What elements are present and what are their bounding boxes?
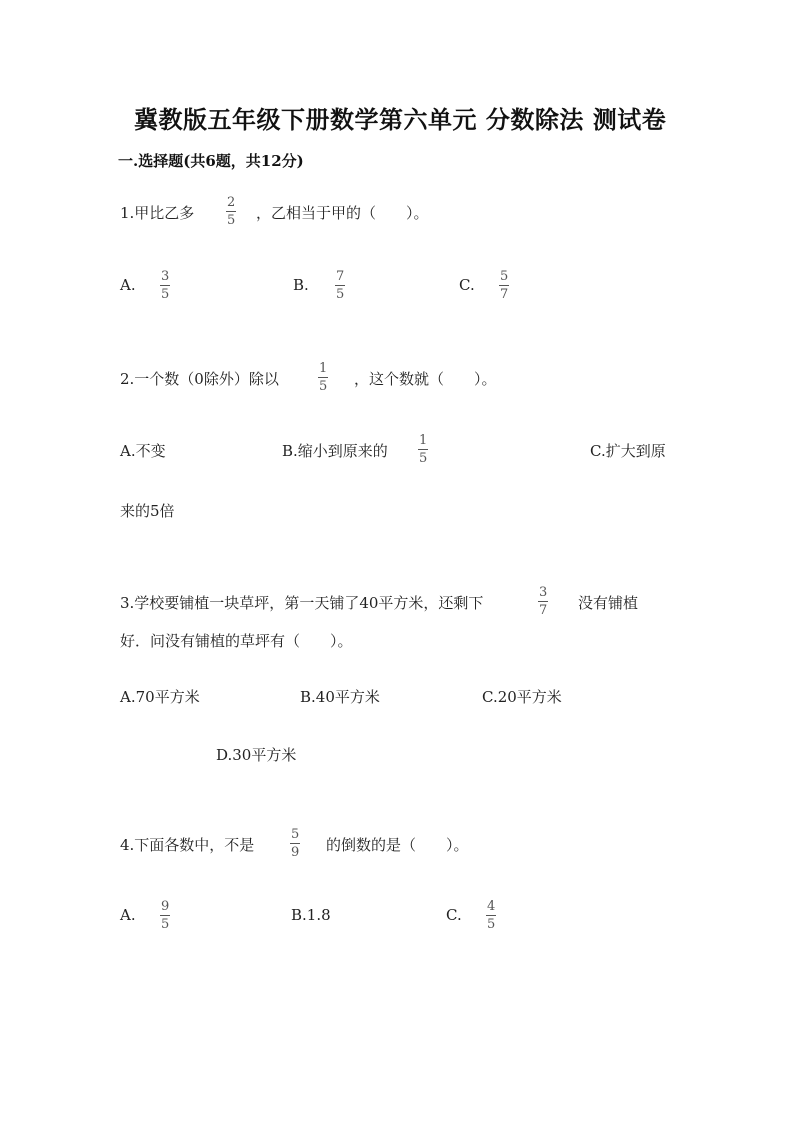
fraction-numerator: 3 <box>161 269 170 284</box>
fraction-numerator: 1 <box>419 433 428 448</box>
fraction-numerator: 7 <box>336 269 345 284</box>
fraction-bar <box>160 285 170 286</box>
question-4-option-c-label: C. <box>446 906 462 924</box>
fraction-numerator: 5 <box>291 827 300 842</box>
question-4-option-c-fraction <box>486 900 496 932</box>
fraction-bar <box>418 449 428 450</box>
fraction-bar <box>226 211 236 212</box>
question-3-option-d: D.30平方米 <box>216 746 297 764</box>
fraction-bar <box>318 377 328 378</box>
question-4-text-pre: 4.下面各数中，不是 <box>120 836 255 854</box>
fraction-denominator: 5 <box>161 287 170 302</box>
fraction-denominator: 7 <box>539 603 548 618</box>
question-3-text-pre: 3.学校要铺植一块草坪，第一天铺了40平方米，还剩下 <box>120 594 484 612</box>
question-1-option-b-fraction <box>335 270 345 302</box>
fraction-numerator: 1 <box>319 361 328 376</box>
fraction-denominator: 7 <box>500 287 509 302</box>
question-1-option-b-label: B. <box>293 276 309 294</box>
question-2-option-b: B.缩小到原来的 <box>282 442 388 460</box>
question-4-fraction <box>290 828 300 860</box>
fraction-denominator: 9 <box>291 845 300 860</box>
fraction-bar <box>335 285 345 286</box>
fraction-numerator: 4 <box>487 899 496 914</box>
question-3-option-a: A.70平方米 <box>120 688 200 706</box>
fraction-denominator: 5 <box>319 379 328 394</box>
question-3-option-c: C.20平方米 <box>482 688 562 706</box>
fraction-numerator: 9 <box>161 899 170 914</box>
question-3-text-line2: 好．问没有铺植的草坪有（ ）。 <box>120 632 353 650</box>
fraction-bar <box>160 915 170 916</box>
fraction-denominator: 5 <box>161 917 170 932</box>
question-1-option-a-label: A. <box>120 276 136 294</box>
question-2-option-b-fraction <box>418 434 428 466</box>
fraction-numerator: 5 <box>500 269 509 284</box>
question-4-option-a-label: A. <box>120 906 136 924</box>
question-4-option-b: B.1.8 <box>291 906 331 924</box>
fraction-bar <box>486 915 496 916</box>
question-1-fraction <box>226 196 236 228</box>
fraction-numerator: 3 <box>539 585 548 600</box>
fraction-bar <box>538 601 548 602</box>
question-1-option-a-fraction <box>160 270 170 302</box>
question-1-text-pre: 1.甲比乙多 <box>120 204 195 222</box>
question-1-text-post: ，乙相当于甲的（ ）。 <box>256 204 429 222</box>
fraction-denominator: 5 <box>419 451 428 466</box>
question-2-option-a: A.不变 <box>120 442 166 460</box>
fraction-denominator: 5 <box>336 287 345 302</box>
fraction-numerator: 2 <box>227 195 236 210</box>
question-3-fraction <box>538 586 548 618</box>
question-2-option-c: C.扩大到原 <box>590 442 666 460</box>
fraction-bar <box>290 843 300 844</box>
question-3-option-b: B.40平方米 <box>300 688 380 706</box>
fraction-bar <box>499 285 509 286</box>
question-2-text-pre: 2.一个数（0除外）除以 <box>120 370 279 388</box>
fraction-denominator: 5 <box>487 917 496 932</box>
question-1-option-c-label: C. <box>459 276 475 294</box>
fraction-denominator: 5 <box>227 213 236 228</box>
question-1-option-c-fraction <box>499 270 509 302</box>
question-2-fraction <box>318 362 328 394</box>
section-heading: 一.选择题(共6题，共12分) <box>118 152 304 170</box>
question-4-option-a-fraction <box>160 900 170 932</box>
page-title: 冀教版五年级下册数学第六单元 分数除法 测试卷 <box>134 105 667 134</box>
question-2-text-post: ，这个数就（ ）。 <box>354 370 497 388</box>
question-4-text-post: 的倒数的是（ ）。 <box>326 836 469 854</box>
question-2-option-c-continued: 来的5倍 <box>120 502 175 520</box>
question-3-text-post: 没有铺植 <box>578 594 639 612</box>
